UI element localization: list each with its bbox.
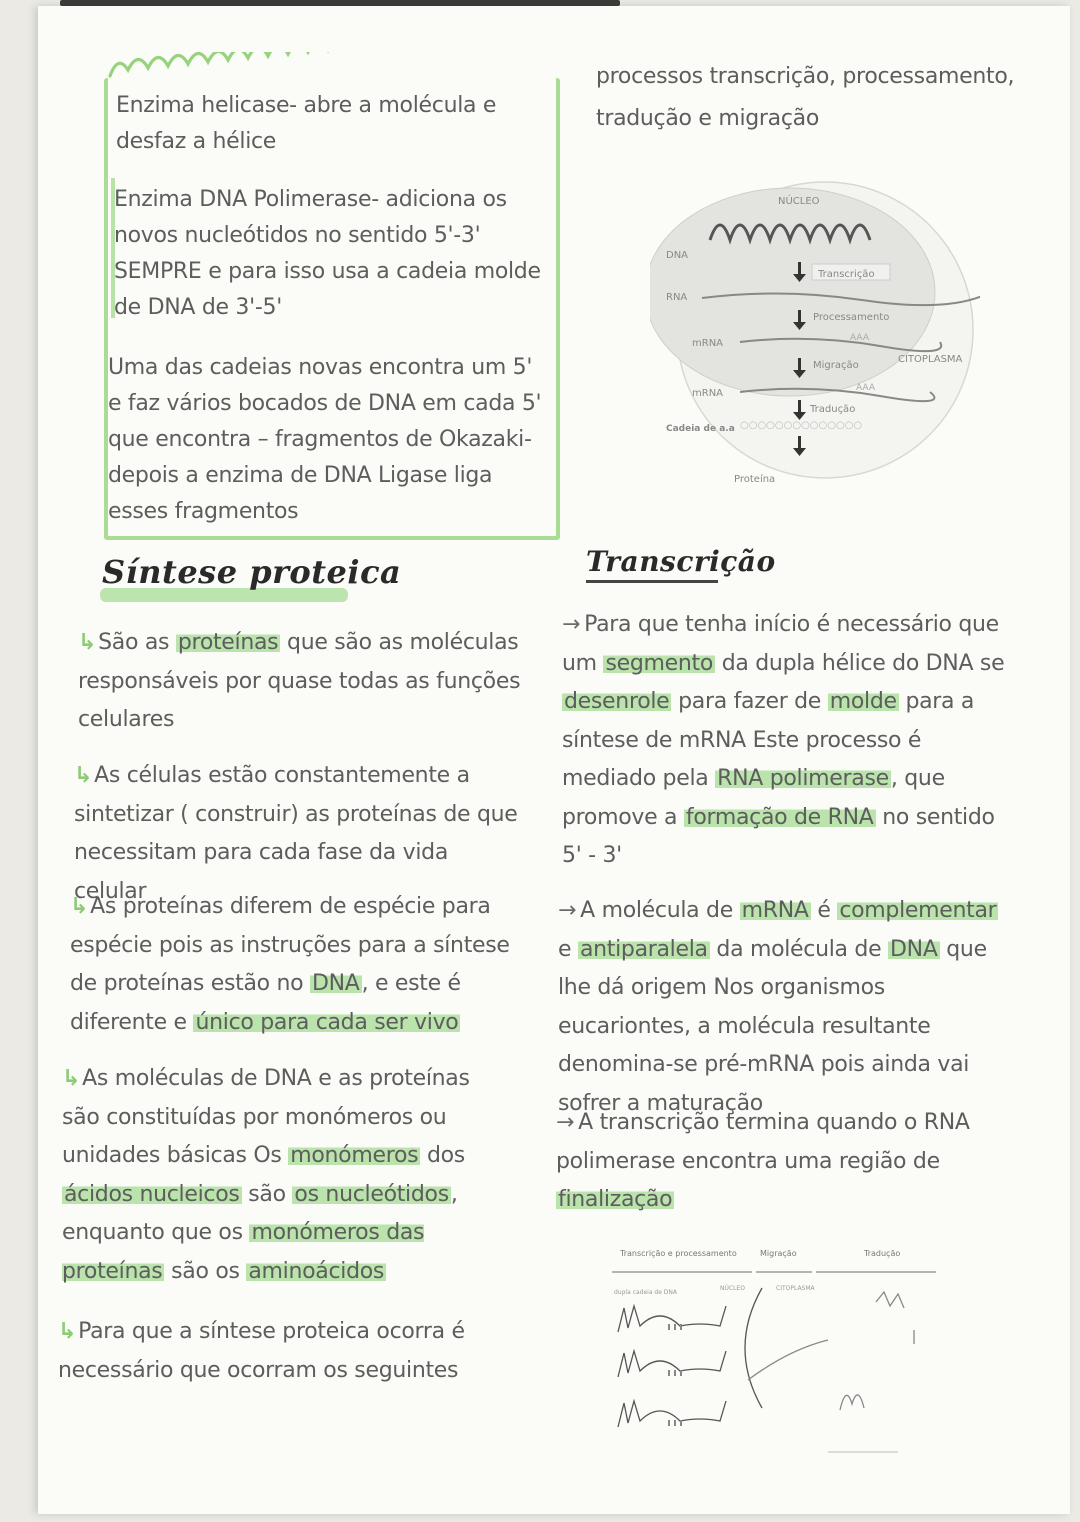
text-segment: , que promove a	[562, 766, 945, 830]
bullet-arrow-icon: →	[558, 898, 577, 923]
helicase-note: Enzima helicase- abre a molécula e desfaz a hélice	[116, 93, 497, 154]
highlighted-term: RNA polimerase	[717, 766, 889, 791]
highlighted-term: monómeros	[290, 1143, 419, 1168]
bullet-arrow-icon: →	[556, 1110, 575, 1135]
text-segment: As proteínas diferem de espécie para espécie pois as instruções para a síntese de proteínas estão no	[70, 894, 510, 996]
citoplasma-label: CITOPLASMA	[898, 354, 963, 365]
poly-a-1: AAA	[850, 333, 869, 343]
highlighted-term: os nucleótidos	[294, 1181, 449, 1207]
transcricao-label: Transcrição	[818, 269, 875, 280]
poly-a-2: AAA	[856, 383, 875, 393]
processamento-label: Processamento	[813, 312, 890, 323]
highlighted-term: proteínas	[177, 630, 279, 655]
sintese-bullet-3	[70, 888, 518, 1042]
page-top-edge	[60, 0, 620, 6]
text-segment: São as	[98, 630, 176, 655]
mrna-label-2: mRNA	[692, 388, 724, 399]
highlighted-term: mRNA	[741, 898, 809, 923]
nucleo-label: NÚCLEO	[778, 196, 820, 207]
traducao-label: Tradução	[810, 404, 856, 415]
bullet-arrow-icon: ↳	[74, 763, 93, 788]
highlighted-term: antiparalela	[579, 936, 708, 962]
highlighted-term: ácidos nucleicos	[64, 1181, 240, 1207]
text-segment: que lhe dá origem Nos organismos eucariontes, a molécula resultante denomina-se pré-mRNA pois ainda vai sofrer a maturação	[558, 936, 987, 1116]
rna-label: RNA	[666, 292, 688, 303]
transcricao-bullet-1	[562, 606, 1012, 876]
highlighted-term: finalização	[558, 1187, 673, 1212]
bullet-arrow-icon: ↳	[78, 630, 97, 655]
processes-continued: processos transcrição, processamento, tradução e migração	[596, 64, 1015, 131]
okazaki-note: Uma das cadeias novas encontra um 5' e faz vários bocados de DNA em cada 5' que encontra – fragmentos de Okazaki- depois a enzima de DNA Ligase liga esses fragmentos	[108, 355, 542, 524]
text-segment: As moléculas de DNA e as proteínas são constituídas por monómeros ou unidades básicas Os	[62, 1066, 470, 1168]
mrna-label-1: mRNA	[692, 338, 724, 349]
svg-text:○○○○○○○○○○○○○○: ○○○○○○○○○○○○○○	[740, 420, 863, 431]
citoplasma-small: CITOPLASMA	[776, 1285, 815, 1292]
text-segment: no sentido 5' - 3'	[562, 804, 995, 868]
text-segment: , enquanto que os	[62, 1181, 458, 1245]
col-transcricao: Transcrição e processamento	[620, 1249, 737, 1258]
cadeia-label: Cadeia de a.a	[666, 424, 735, 434]
text-segment: para fazer de	[671, 689, 828, 714]
transcricao-bullet-3	[556, 1104, 1006, 1220]
col-traducao: Tradução	[864, 1249, 901, 1258]
polymerase-note: Enzima DNA Polimerase- adiciona os novos nucleótidos no sentido 5'-3' SEMPRE e para isso usa a cadeia molde de DNA de 3'-5'	[114, 187, 541, 320]
highlighted-term: monómeros das proteínas	[62, 1220, 425, 1284]
text-segment: Para que tenha início é necessário que um	[562, 612, 999, 676]
text-segment: A molécula de	[580, 898, 740, 923]
text-segment: são os	[164, 1258, 247, 1284]
text-segment: Para que a síntese proteica ocorra é necessário que ocorram os seguintes	[58, 1319, 465, 1383]
cell-diagram	[650, 180, 980, 490]
sintese-bullet-4	[62, 1060, 506, 1291]
highlighted-term: DNA	[312, 971, 360, 996]
bullet-arrow-icon: ↳	[62, 1066, 81, 1091]
migracao-label: Migração	[813, 360, 859, 371]
highlighted-term: molde	[829, 689, 897, 714]
text-segment: As células estão constantemente a sintetizar ( construir) as proteínas de que necessitam para cada fase da vida celular	[74, 763, 518, 904]
nucleo-small: NÚCLEO	[720, 1285, 745, 1292]
highlighted-term: desenrole	[564, 689, 670, 714]
dna-strand-label: dupla cadeia de DNA	[614, 1289, 678, 1296]
text-segment: é	[810, 898, 838, 923]
sintese-bullet-5	[58, 1313, 502, 1390]
sintese-title: Síntese proteica	[102, 553, 402, 591]
text-segment: são	[241, 1181, 293, 1207]
highlighted-term: formação de RNA	[685, 804, 874, 830]
highlighted-term: aminoácidos	[248, 1258, 385, 1284]
transcricao-underline	[586, 580, 718, 583]
highlighted-term: único para cada ser vivo	[195, 1009, 459, 1035]
sintese-bullet-1	[78, 624, 526, 740]
text-segment: da dupla hélice do DNA se	[715, 650, 1005, 676]
bullet-arrow-icon: ↳	[58, 1319, 77, 1344]
text-segment: , e este é diferente e	[70, 971, 461, 1035]
text-segment: para a síntese de mRNA Este processo é mediado pela	[562, 689, 975, 791]
dna-label: DNA	[666, 250, 689, 261]
text-segment: dos	[420, 1143, 465, 1168]
text-segment: da molécula de	[709, 936, 889, 962]
highlighted-term: DNA	[890, 936, 938, 962]
proteina-label: Proteína	[734, 474, 776, 485]
transcricao-title: Transcrição	[586, 545, 776, 578]
col-migracao: Migração	[760, 1249, 797, 1258]
highlighted-term: segmento	[605, 650, 714, 676]
text-segment: A transcrição termina quando o RNA polimerase encontra uma região de	[556, 1110, 970, 1174]
transcription-translation-diagram	[608, 1242, 940, 1472]
bullet-arrow-icon: ↳	[70, 894, 89, 919]
bullet-arrow-icon: →	[562, 612, 581, 637]
text-segment: e	[558, 936, 578, 962]
text-segment: que são as moléculas responsáveis por quase todas as funções celulares	[78, 630, 521, 732]
transcricao-bullet-2	[558, 892, 1008, 1123]
highlighted-term: complementar	[839, 898, 997, 923]
